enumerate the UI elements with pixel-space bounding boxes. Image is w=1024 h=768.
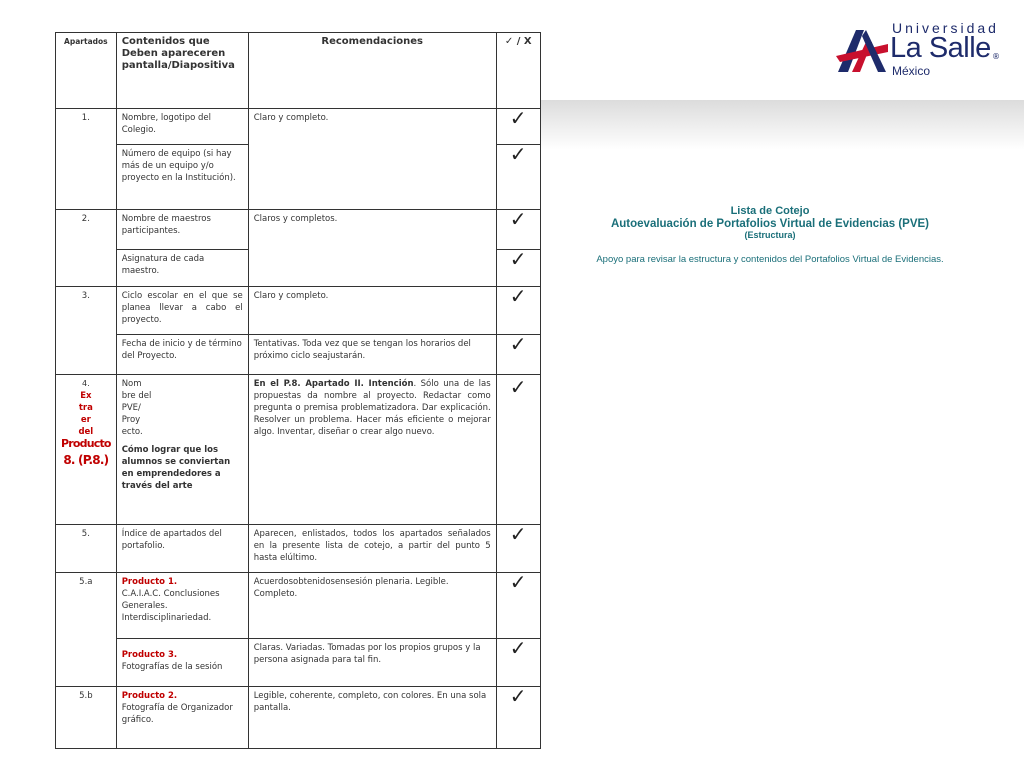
logo-mexico-text: México bbox=[892, 64, 931, 78]
header-check: ✓ / X bbox=[496, 33, 540, 109]
recommendation-cell: Aparecen, enlistados, todos los apartados señalados en la presente lista de cotejo, a partir del punto 5 hasta elúltimo. bbox=[248, 525, 496, 573]
checklist-table bbox=[55, 32, 541, 749]
content-cell bbox=[116, 573, 248, 639]
lasalle-star-icon bbox=[836, 22, 888, 74]
check-mark-icon[interactable]: ✓ bbox=[496, 573, 540, 639]
check-mark-icon[interactable]: ✓ bbox=[496, 525, 540, 573]
checklist-subtitle: Autoevaluación de Portafolios Virtual de Evidencias (PVE) bbox=[610, 218, 930, 230]
logo-universidad-text: Universidad bbox=[892, 20, 999, 36]
check-mark-icon[interactable]: ✓ bbox=[496, 250, 540, 287]
check-mark-icon[interactable]: ✓ bbox=[496, 687, 540, 749]
content-text: C.A.I.A.C. Conclusiones Generales. Interdisciplinariedad. bbox=[121, 589, 220, 623]
logo-registered-mark: ® bbox=[992, 52, 1000, 61]
table-row bbox=[56, 287, 541, 335]
content-cell bbox=[116, 687, 248, 749]
table-row bbox=[56, 687, 541, 749]
recommendation-cell: Claros y completos. bbox=[248, 210, 496, 287]
producto-label: Producto bbox=[61, 437, 111, 450]
row-number: 5.b bbox=[56, 687, 117, 749]
content-cell: Ciclo escolar en el que se planea llevar a cabo el proyecto. bbox=[116, 287, 248, 335]
header-gradient-band bbox=[540, 100, 1024, 150]
checklist-structure-label: (Estructura) bbox=[744, 230, 796, 240]
row-number-4 bbox=[56, 375, 117, 525]
recommendation-cell: Tentativas. Toda vez que se tengan los horarios del próximo ciclo seajustarán. bbox=[248, 335, 496, 375]
header-recomendaciones: Recomendaciones bbox=[248, 33, 496, 109]
row-number: 2. bbox=[56, 210, 117, 287]
table-row bbox=[56, 639, 541, 687]
table-row bbox=[56, 525, 541, 573]
row-number: 5.a bbox=[56, 573, 117, 687]
producto-1-label: Producto 1. bbox=[121, 577, 178, 587]
content-project-name: Nom bre del PVE/ Proy ecto. bbox=[121, 379, 152, 437]
logo-lasalle-text: La Salle bbox=[890, 32, 991, 64]
check-mark-icon[interactable]: ✓ bbox=[496, 335, 540, 375]
header-contenidos: Contenidos que Deben apareceren pantalla/Diapositiva bbox=[116, 33, 248, 109]
table-row bbox=[56, 109, 541, 145]
recommendation-cell: Acuerdosobtenidosensesión plenaria. Legible. Completo. bbox=[248, 573, 496, 639]
content-cell: Nombre, logotipo del Colegio. bbox=[116, 109, 248, 145]
extraer-label: Ex tra er del bbox=[78, 391, 94, 437]
table-header-row bbox=[56, 33, 541, 109]
recommendation-cell bbox=[248, 375, 496, 525]
check-mark-icon[interactable]: ✓ bbox=[496, 639, 540, 687]
producto-2-label: Producto 2. bbox=[121, 691, 178, 701]
recommendation-cell: Claro y completo. bbox=[248, 287, 496, 335]
content-cell: Asignatura de cada maestro. bbox=[116, 250, 248, 287]
row-number: 3. bbox=[56, 287, 117, 375]
row-number: 5. bbox=[56, 525, 117, 573]
producto-3-label: Producto 3. bbox=[121, 650, 178, 660]
checklist-description: Apoyo para revisar la estructura y contenidos del Portafolios Virtual de Evidencias. bbox=[596, 254, 944, 265]
check-mark-icon[interactable]: ✓ bbox=[496, 145, 540, 210]
content-cell: Índice de apartados del portafolio. bbox=[116, 525, 248, 573]
recommendation-text: . Sólo una de las propuestas da nombre al proyecto. Redactar como pregunta o premisa problematizadora. Dar explicación. Resolver un problema. Hacer más eficiente o mejorar algo. Inventar, diseñar o crear algo nuevo. bbox=[253, 379, 491, 437]
content-cell: Fecha de inicio y de término del Proyecto. bbox=[116, 335, 248, 375]
p8-label: 8. (P.8.) bbox=[63, 453, 109, 467]
recommendation-bold: En el P.8. Apartado II. Intención bbox=[253, 379, 414, 389]
recommendation-cell: Claras. Variadas. Tomadas por los propios grupos y la persona asignada para tal fin. bbox=[248, 639, 496, 687]
content-cell bbox=[116, 375, 248, 525]
content-cell: Nombre de maestros participantes. bbox=[116, 210, 248, 250]
check-mark-icon[interactable]: ✓ bbox=[496, 375, 540, 525]
table-row bbox=[56, 375, 541, 525]
header-apartados: Apartados bbox=[56, 33, 117, 109]
checklist-title-block bbox=[560, 205, 980, 265]
content-cell bbox=[116, 639, 248, 687]
checklist-title: Lista de Cotejo bbox=[730, 205, 810, 217]
row-number: 4. bbox=[82, 379, 90, 388]
table-row bbox=[56, 335, 541, 375]
recommendation-cell: Claro y completo. bbox=[248, 109, 496, 210]
check-mark-icon[interactable]: ✓ bbox=[496, 109, 540, 145]
recommendation-cell: Legible, coherente, completo, con colores. En una sola pantalla. bbox=[248, 687, 496, 749]
row-number: 1. bbox=[56, 109, 117, 210]
check-mark-icon[interactable]: ✓ bbox=[496, 287, 540, 335]
check-mark-icon[interactable]: ✓ bbox=[496, 210, 540, 250]
table-row bbox=[56, 210, 541, 250]
content-project-title: Cómo lograr que los alumnos se conviertan en emprendedores a través del arte bbox=[121, 445, 231, 491]
content-text: Fotografías de la sesión bbox=[121, 662, 223, 672]
table-row bbox=[56, 573, 541, 639]
lasalle-logo bbox=[836, 18, 1006, 80]
content-cell: Número de equipo (si hay más de un equipo y/o proyecto en la Institución). bbox=[116, 145, 248, 210]
content-text: Fotografía de Organizador gráfico. bbox=[121, 703, 233, 725]
